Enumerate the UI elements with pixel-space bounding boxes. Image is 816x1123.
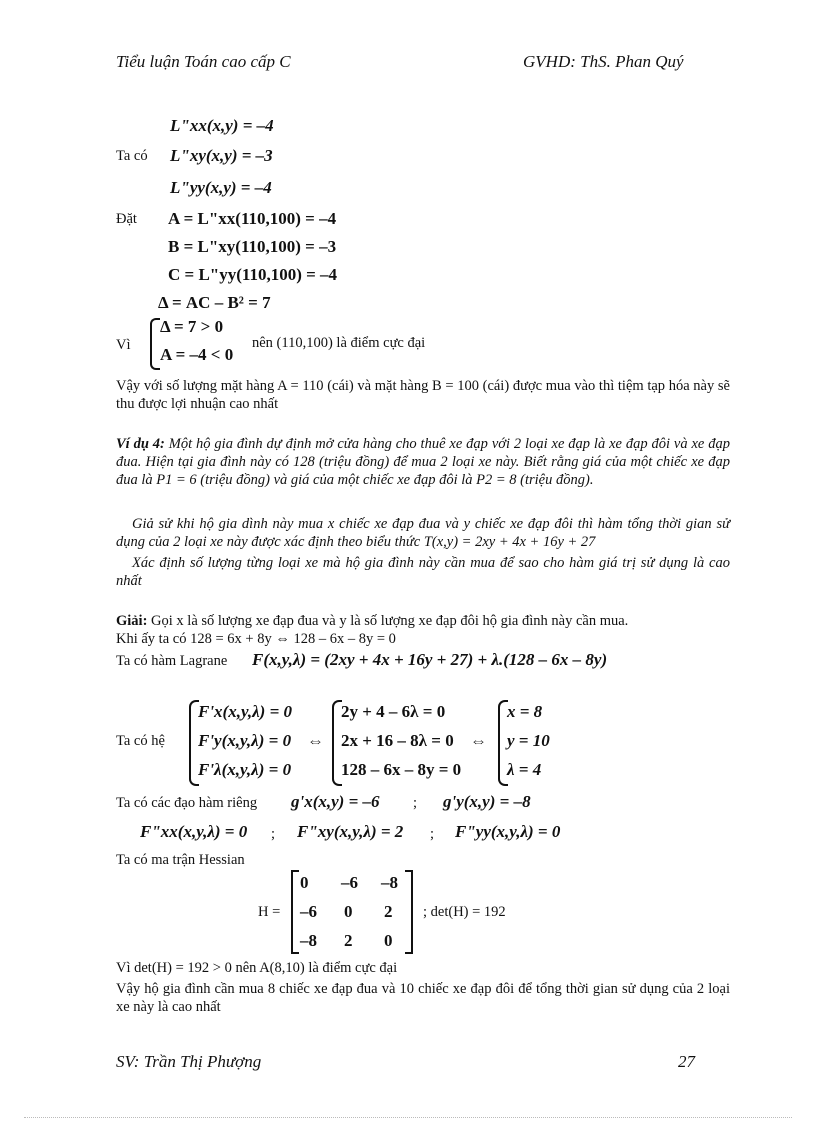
solution-label: Giải: bbox=[116, 613, 148, 629]
lagrange-label: Ta có hàm Lagrane bbox=[116, 653, 228, 669]
he-label: Ta có hệ bbox=[116, 733, 165, 749]
matrix-cell: –6 bbox=[341, 873, 358, 892]
condition-delta: Δ = 7 > 0 bbox=[160, 317, 224, 336]
matrix-cell: 2 bbox=[384, 902, 393, 921]
equiv-1: ⇔ bbox=[307, 731, 324, 750]
vi-label: Vì bbox=[116, 337, 131, 353]
matrix-left-bracket bbox=[291, 870, 299, 954]
separator-1: ; bbox=[413, 795, 418, 811]
C-definition: C = L"yy(110,100) = –4 bbox=[168, 265, 338, 284]
max-conclusion: nên (110,100) là điểm cực đại bbox=[252, 335, 426, 351]
partials-label: Ta có các đạo hàm riêng bbox=[116, 795, 258, 811]
F-xy: F"xy(x,y,λ) = 2 bbox=[297, 822, 404, 841]
L-yy: L"yy(x,y) = –4 bbox=[170, 178, 272, 197]
F-yy: F"yy(x,y,λ) = 0 bbox=[455, 822, 561, 841]
system2-eq3: 128 – 6x – 8y = 0 bbox=[341, 760, 462, 779]
footer-student: SV: Trần Thị Phượng bbox=[116, 1052, 262, 1071]
hessian-label: Ta có ma trận Hessian bbox=[116, 852, 245, 868]
matrix-cell: 0 bbox=[344, 902, 353, 921]
condition-A: A = –4 < 0 bbox=[160, 345, 234, 364]
matrix-cell: 0 bbox=[300, 873, 309, 892]
example-4-text bbox=[116, 435, 730, 489]
solution-x: x = 8 bbox=[507, 702, 543, 721]
A-definition: A = L"xx(110,100) = –4 bbox=[168, 209, 337, 228]
H-equals: H = bbox=[258, 904, 281, 920]
equiv-2: ⇔ bbox=[470, 731, 487, 750]
separator-2: ; bbox=[271, 826, 276, 842]
delta-definition: Δ = AC – B² = 7 bbox=[158, 293, 271, 312]
condition-brace bbox=[150, 318, 160, 370]
header-left: Tiểu luận Toán cao cấp C bbox=[116, 52, 291, 71]
lagrange-expression: F(x,y,λ) = (2xy + 4x + 16y + 27) + λ.(128 – 6x – 8y) bbox=[252, 650, 608, 669]
example-4-label: Ví dụ 4: bbox=[116, 436, 165, 452]
F-xx: F"xx(x,y,λ) = 0 bbox=[140, 822, 248, 841]
determinant: ; det(H) = 192 bbox=[423, 904, 506, 920]
g-x: g'x(x,y) = –6 bbox=[291, 792, 380, 811]
example-4-body: Một hộ gia đình dự định mở cửa hàng cho thuê xe đạp với 2 loại xe đạp là xe đạp đôi và xe đạp đua. Hiện tại gia đình này có 128 (triệu đồng) để mua 2 loại xe này. Biết rằng giá của một chiếc xe đạp đua là P1 = 6 (triệu đồng) và giá của một chiếc xe đạp đôi là P2 = 8 (triệu đồng). bbox=[116, 436, 731, 488]
separator-3: ; bbox=[430, 826, 435, 842]
ta-co-label: Ta có bbox=[116, 148, 148, 164]
constraint-line: Khi ấy ta có 128 = 6x + 8y ⇔ 128 – 6x – 8y = 0 bbox=[116, 631, 396, 647]
B-definition: B = L"xy(110,100) = –3 bbox=[168, 237, 337, 256]
dat-label: Đặt bbox=[116, 211, 137, 227]
g-y: g'y(x,y) = –8 bbox=[443, 792, 531, 811]
matrix-cell: –8 bbox=[300, 931, 317, 950]
matrix-cell: –6 bbox=[300, 902, 317, 921]
example-4-question: Xác định số lượng từng loại xe mà hộ gia đình này cần mua để sao cho hàm giá trị sử dụng là cao nhất bbox=[116, 555, 730, 589]
page-number: 27 bbox=[678, 1052, 695, 1071]
solution-y: y = 10 bbox=[507, 731, 550, 750]
system1-eq3: F'λ(x,y,λ) = 0 bbox=[198, 760, 292, 779]
matrix-cell: –8 bbox=[381, 873, 398, 892]
L-xx: L"xx(x,y) = –4 bbox=[170, 116, 274, 135]
system1-eq2: F'y(x,y,λ) = 0 bbox=[198, 731, 292, 750]
final-conclusion: Vậy hộ gia đình cần mua 8 chiếc xe đạp đua và 10 chiếc xe đạp đôi để tổng thời gian sử dụng của 2 loại xe này là cao nhất bbox=[116, 981, 730, 1015]
example-4-assumption: Giả sử khi hộ gia dình này mua x chiếc xe đạp đua và y chiếc xe đạp đôi thì hàm tổng thời gian sử dụng của 2 loại xe này được xác định theo biểu thức T(x,y) = 2xy + 4x + 16y + 27 bbox=[116, 516, 730, 550]
solution-line-1 bbox=[116, 612, 730, 630]
paragraph-conclusion-1: Vậy với số lượng mặt hàng A = 110 (cái) và mặt hàng B = 100 (cái) được mua vào thì tiệm tạp hóa này sẽ thu được lợi nhuận cao nhất bbox=[116, 378, 730, 412]
solution-lambda: λ = 4 bbox=[507, 760, 542, 779]
det-conclusion: Vì det(H) = 192 > 0 nên A(8,10) là điểm cực đại bbox=[116, 960, 398, 976]
system2-eq2: 2x + 16 – 8λ = 0 bbox=[341, 731, 454, 750]
system1-eq1: F'x(x,y,λ) = 0 bbox=[198, 702, 293, 721]
page-bottom-divider bbox=[24, 1117, 792, 1118]
header-right: GVHD: ThS. Phan Quý bbox=[523, 52, 684, 71]
matrix-cell: 2 bbox=[344, 931, 353, 950]
system2-eq1: 2y + 4 – 6λ = 0 bbox=[341, 702, 446, 721]
matrix-cell: 0 bbox=[384, 931, 393, 950]
solution-intro: Gọi x là số lượng xe đạp đua và y là số lượng xe đạp đôi hộ gia đình này cần mua. bbox=[147, 613, 629, 629]
L-xy: L"xy(x,y) = –3 bbox=[170, 146, 273, 165]
